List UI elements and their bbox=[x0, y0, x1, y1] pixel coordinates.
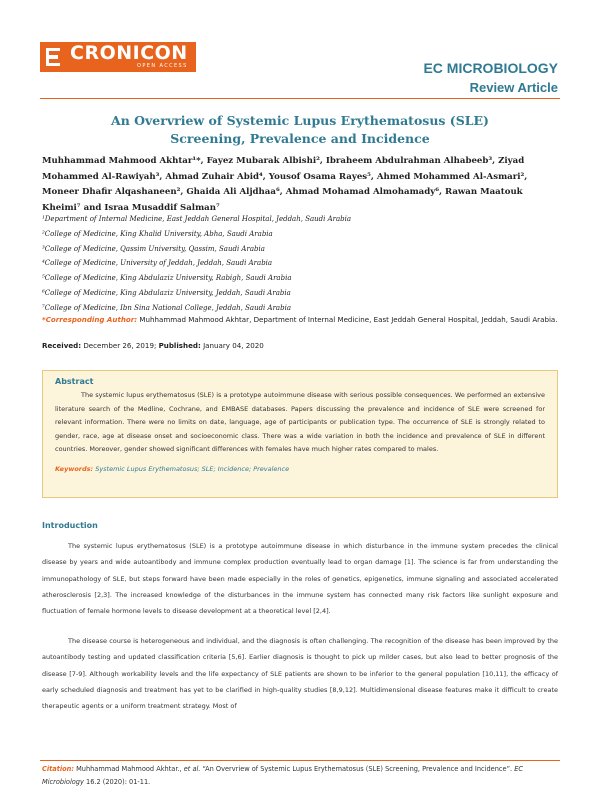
affiliation: ⁴College of Medicine, University of Jeddah, Jeddah, Saudi Arabia bbox=[42, 259, 273, 268]
affiliation: ¹Department of Internal Medicine, East Jeddah General Hospital, Jeddah, Saudi Arabia bbox=[42, 215, 352, 223]
article-type: Review Article bbox=[469, 80, 558, 95]
corresponding-author bbox=[42, 313, 558, 327]
author-list: Muhhammad Mahmood Akhtar¹*, Fayez Mubarak Albishi², Ibraheem Abdulrahman Alhabeeb³, Ziyad Mohammed Al-Rawiyah³, Ahmad Zuhair Abid⁴, Yousof Osama Rayes⁵, Ahmed Mohammed Al-Asmari², Moneer Dhafir Alqashaneen², Ghaida Ali Aljdhaa⁶, Ahmad Mohamad Almohamady⁶, Rawan Maatouk Kheimi⁷ and Israa Musaddif Salman⁷ bbox=[42, 156, 528, 213]
citation-title: “An Overvriew of Systemic Lupus Erythematosus (SLE) Screening, Prevalence and Incidence”. bbox=[200, 765, 515, 773]
abstract-text: The systemic lupus erythematosus (SLE) is a prototype autoimmune disease with serious possible consequences. We performed an extensive literature search of the Medline, Cochrane, and EMBASE databases. Papers discussing the prevalence and incidence of SLE were screened for relevant information. There were no limits on date, language, age of participants or publication type. The occurrence of SLE is strongly related to gender, race, age at disease onset and socioeconomic class. There was a wide variation in both the incidence and prevalence of SLE in different countries. Moreover, gender showed significant differences with females have much higher rates compared to males. bbox=[55, 391, 545, 454]
affiliation: ⁷College of Medicine, Ibn Sina National College, Jeddah, Saudi Arabia bbox=[42, 303, 291, 312]
affiliation: ²College of Medicine, King Khalid University, Abha, Saudi Arabia bbox=[42, 229, 273, 238]
citation-authors: Muhhammad Mahmood Akhtar., bbox=[73, 765, 184, 773]
published-date: January 04, 2020 bbox=[200, 341, 264, 350]
logo-name: CRONICON bbox=[70, 42, 188, 64]
abstract-box bbox=[42, 370, 558, 498]
paper-title bbox=[60, 112, 540, 148]
publisher-logo[interactable] bbox=[40, 42, 196, 72]
received-date: December 26, 2019; bbox=[81, 341, 159, 350]
published-label: Published: bbox=[158, 341, 201, 350]
affiliations bbox=[42, 212, 351, 316]
affiliation: ³College of Medicine, Qassim University, Qassim, Saudi Arabia bbox=[42, 244, 265, 253]
header-divider bbox=[40, 98, 560, 99]
citation-journal: EC Microbiology bbox=[42, 765, 523, 787]
publication-dates bbox=[42, 341, 264, 351]
corresponding-text: Muhhammad Mahmood Akhtar, Department of Internal Medicine, East Jeddah General Hospital, Jeddah, Saudi Arabia. bbox=[137, 315, 558, 324]
abstract-heading: Abstract bbox=[55, 377, 94, 386]
citation bbox=[42, 763, 558, 789]
keywords bbox=[55, 465, 545, 473]
footer-divider bbox=[40, 760, 560, 761]
citation-etal: et al. bbox=[183, 765, 201, 773]
citation-label: Citation: bbox=[42, 765, 74, 773]
citation-volume: 16.2 (2020): 01-11. bbox=[83, 778, 151, 787]
logo-tagline: OPEN ACCESS bbox=[137, 63, 188, 69]
affiliation: ⁵College of Medicine, King Abdulaziz University, Rabigh, Saudi Arabia bbox=[42, 274, 292, 283]
keywords-label: Keywords: bbox=[55, 464, 94, 473]
title-line-2: Screening, Prevalence and Incidence bbox=[170, 131, 430, 146]
keywords-text: Systemic Lupus Erythematosus; SLE; Incidence; Prevalence bbox=[93, 464, 290, 473]
received-label: Received: bbox=[42, 341, 82, 350]
body-paragraph: The systemic lupus erythematosus (SLE) is a prototype autoimmune disease in which disturbance in the immune system precedes the clinical disease by years and wide autoantibody and immune complex production eventually lead to organ damage [1]. The science is far from understanding the immunopathology of SLE, but steps forward have been made especially in the roles of genetics, epigenetics, immune signaling and associated accelerated atherosclerosis [2,3]. The increased knowledge of the disturbances in the immune system has connected many risk factors like sunlight exposure and fluctuation of female hormone levels to disease development at a theoretical level [2,4]. bbox=[42, 542, 558, 616]
title-line-1: An Overvriew of Systemic Lupus Erythematosus (SLE) bbox=[111, 113, 489, 128]
affiliation: ⁶College of Medicine, King Abdulaziz University, Jeddah, Saudi Arabia bbox=[42, 288, 291, 297]
body-paragraph: The disease course is heterogeneous and individual, and the diagnosis is often challenging. The recognition of the disease has been improved by the autoantibody testing and updated classification criteria [5,6]. Earlier diagnosis is thought to pick up milder cases, but also lead to better prognosis of the disease [7-9]. Although workability levels and the life expectancy of SLE patients are shown to be inferior to the general population [10,11], the efficacy of early scheduled diagnosis and treatment has yet to be clarified in high-quality studies [8,9,12]. Multidimensional disease features make it difficult to create therapeutic agents or a uniform treatment strategy. Most of bbox=[42, 637, 558, 711]
corresponding-label: *Corresponding Author: bbox=[42, 315, 138, 324]
logo-e-icon bbox=[40, 42, 66, 72]
journal-name: EC MICROBIOLOGY bbox=[423, 60, 558, 76]
introduction-heading: Introduction bbox=[42, 521, 98, 530]
